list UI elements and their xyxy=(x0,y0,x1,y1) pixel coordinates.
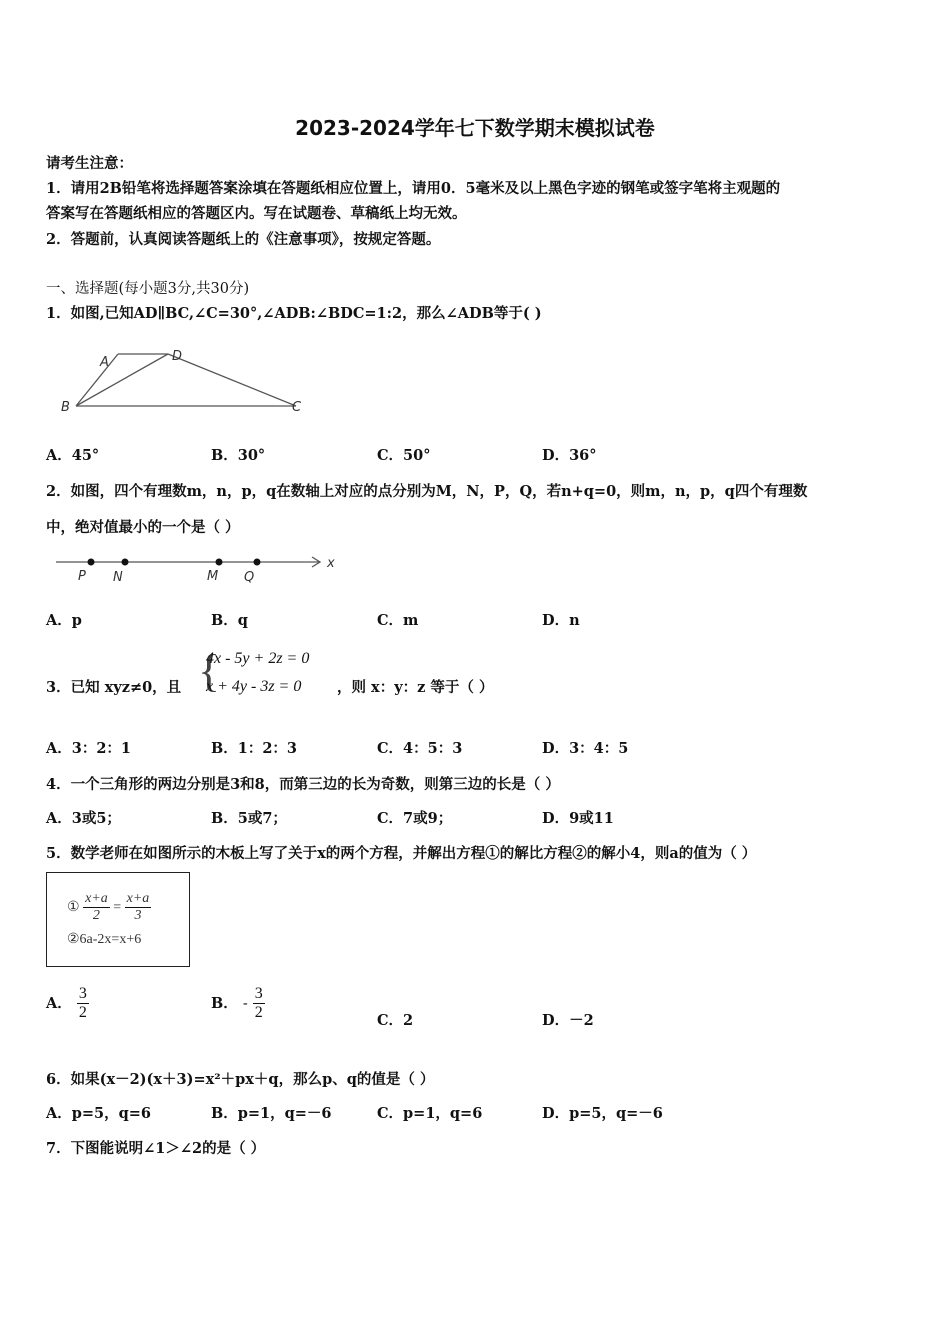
page-title: 2023-2024学年七下数学期末模拟试卷 xyxy=(295,116,655,140)
brace-icon: { xyxy=(198,645,221,696)
equation-2: x + 4y - 3z = 0 xyxy=(206,678,302,695)
q1-option-d: D．36° xyxy=(542,447,597,464)
question-1: 1．如图,已知AD∥BC,∠C=30°,∠ADB:∠BDC=1:2，那么∠ADB等于( ) xyxy=(46,305,542,322)
section-heading: 一、选择题(每小题3分,共30分) xyxy=(46,281,250,297)
q5-option-a: A． $\frac{3}{2}$ xyxy=(46,985,87,1022)
question-4: 4．一个三角形的两边分别是3和8，而第三边的长为奇数，则第三边的长是（ ） xyxy=(46,776,560,793)
q6-option-d: D．p=5，q=－6 xyxy=(542,1105,663,1122)
label-a: A xyxy=(100,355,109,370)
board-equation-1: ① $\frac{x+a}{2}$ = $\frac{x+a}{3}$ xyxy=(67,891,150,924)
notice-heading: 请考生注意： xyxy=(46,155,133,172)
question-2: 2．如图，四个有理数m，n，p，q在数轴上对应的点分别为M，N，P，Q，若n+q=0，则m，n，p，q四个有理数 xyxy=(46,483,808,500)
q5-option-b: B． - $\frac{3}{2}$ xyxy=(211,985,263,1022)
q2-option-d: D．n xyxy=(542,612,580,629)
q6-option-c: C．p=1，q=6 xyxy=(377,1105,483,1122)
label-q: Q xyxy=(244,570,255,585)
board-equation-2: ②6a-2x=x+6 xyxy=(67,932,142,947)
label-b: B xyxy=(61,400,70,415)
question-7: 7．下图能说明∠1＞∠2的是（ ） xyxy=(46,1140,266,1157)
q6-option-b: B．p=1，q=－6 xyxy=(211,1105,332,1122)
q1-option-a: A．45° xyxy=(46,447,100,464)
q3-option-c: C．4：5：3 xyxy=(377,740,463,757)
label-n: N xyxy=(113,570,123,585)
question-3: 3．已知 xyz≠0，且 xyxy=(46,679,182,696)
notice-line-1: 1．请用2B铅笔将选择题答案涂填在答题纸相应位置上，请用0．5毫米及以上黑色字迹的钢笔或签字笔将主观题的 xyxy=(46,180,781,197)
q4-option-c: C．7或9； xyxy=(377,810,453,827)
q4-option-d: D．9或11 xyxy=(542,810,614,827)
q2-option-b: B．q xyxy=(211,612,248,629)
q2-option-a: A．p xyxy=(46,612,82,629)
q1-option-b: B．30° xyxy=(211,447,266,464)
q3-option-d: D．3：4：5 xyxy=(542,740,629,757)
trapezoid-figure xyxy=(56,344,316,420)
q6-option-a: A．p=5，q=6 xyxy=(46,1105,152,1122)
q5-option-d: D．－2 xyxy=(542,1012,594,1029)
q4-option-a: A．3或5； xyxy=(46,810,121,827)
notice-line-1b: 答案写在答题纸相应的答题区内。写在试题卷、草稿纸上均无效。 xyxy=(46,205,467,222)
q1-option-c: C．50° xyxy=(377,447,431,464)
number-line-figure xyxy=(50,552,350,588)
q3-option-b: B．1：2：3 xyxy=(211,740,298,757)
q4-option-b: B．5或7； xyxy=(211,810,287,827)
question-6: 6．如果(x－2)(x＋3)=x²＋px＋q，那么p、q的值是（ ） xyxy=(46,1071,435,1088)
notice-line-2: 2．答题前，认真阅读答题纸上的《注意事项》，按规定答题。 xyxy=(46,231,441,248)
question-2-line-2: 中，绝对值最小的一个是（ ） xyxy=(46,519,240,536)
label-m: M xyxy=(207,569,219,584)
label-p: P xyxy=(78,569,86,584)
q2-option-c: C．m xyxy=(377,612,419,629)
label-c: C xyxy=(292,400,302,415)
label-d: D xyxy=(172,349,183,364)
label-x: x xyxy=(327,556,335,571)
q5-option-c: C．2 xyxy=(377,1012,414,1029)
board-figure xyxy=(46,872,190,967)
question-3-tail: ，则 x：y：z 等于（ ） xyxy=(337,679,494,696)
q3-option-a: A．3：2：1 xyxy=(46,740,132,757)
question-5: 5．数学老师在如图所示的木板上写了关于x的两个方程，并解出方程①的解比方程②的解小4，则a的值为（ ） xyxy=(46,845,757,862)
equation-1: 4x - 5y + 2z = 0 xyxy=(206,650,310,667)
